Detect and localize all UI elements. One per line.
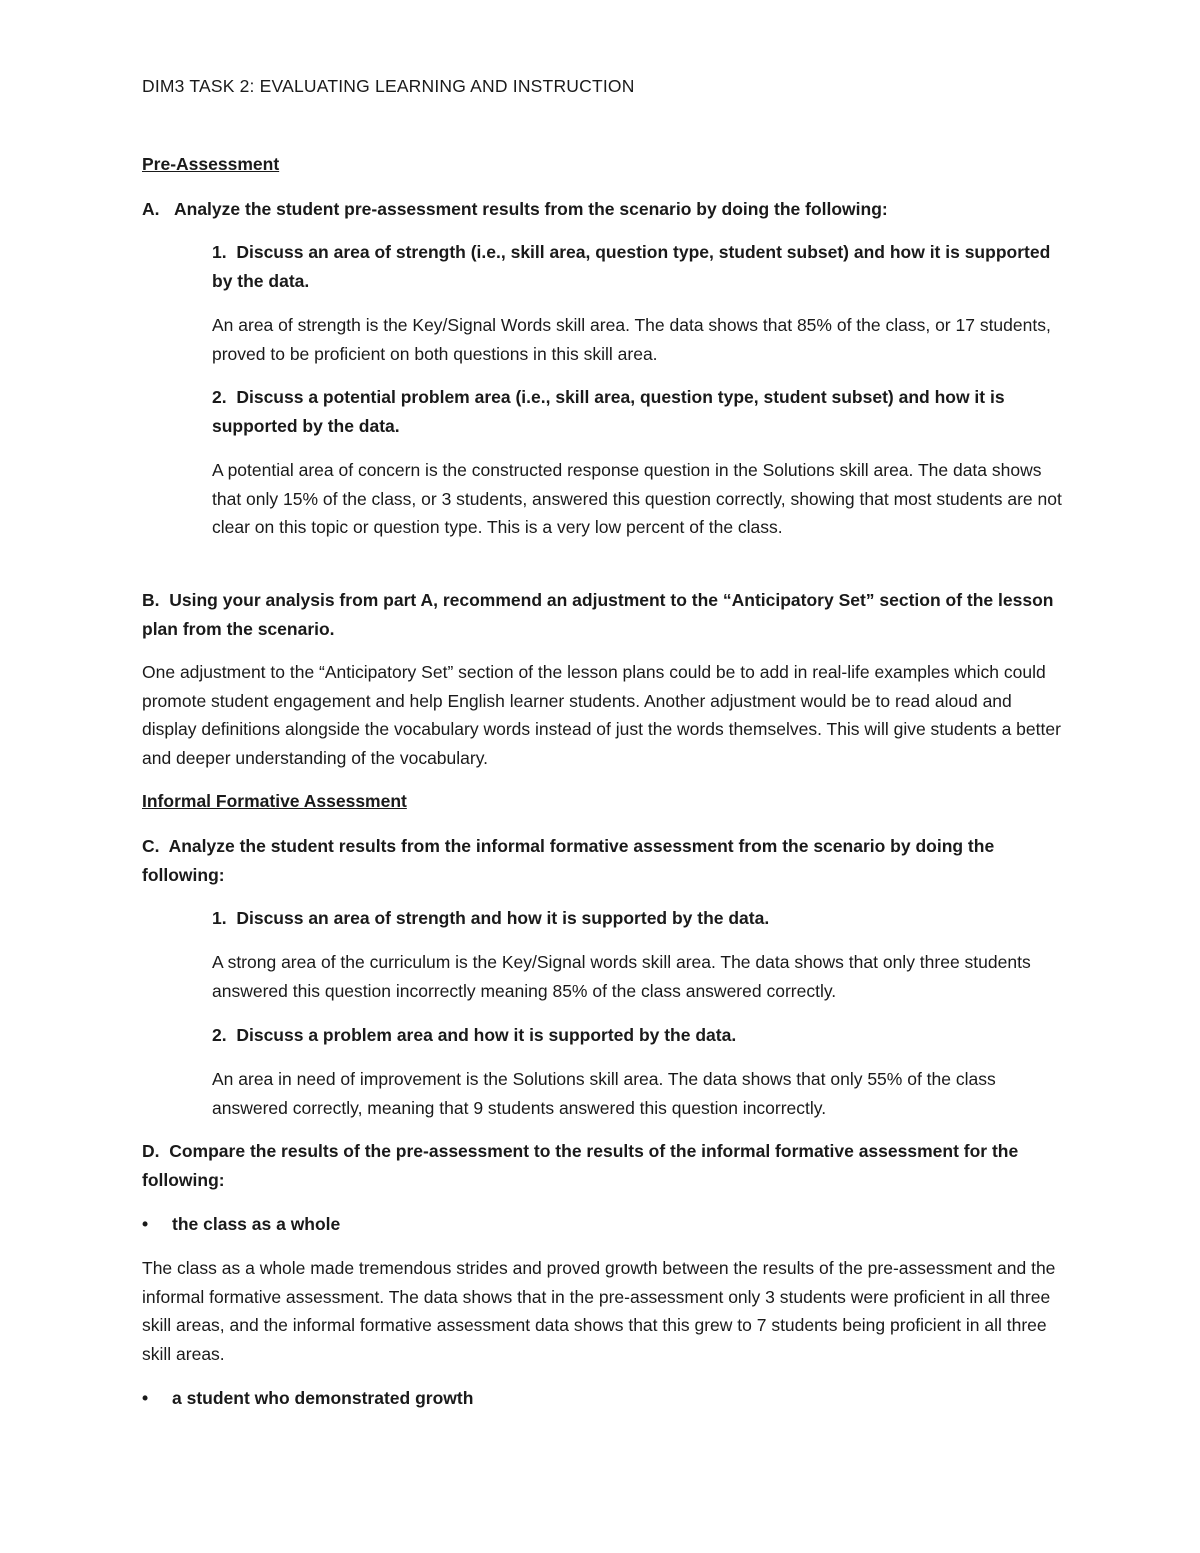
question-c2: [212, 1021, 1064, 1050]
question-b: [142, 586, 1064, 643]
question-c: [142, 832, 1064, 889]
question-d-label: D.: [142, 1141, 160, 1161]
bullet-class-as-whole: [142, 1210, 1042, 1239]
answer-b: One adjustment to the “Anticipatory Set” section of the lesson plans could be to add in real-life examples which could promote student engagement and help English learner students. Another adjustment would be to read aloud and display definitions alongside the vocabulary words instead of just the words themselves. This will give students a better and deeper understanding of the vocabulary.: [142, 662, 1061, 768]
bullet-icon: •: [142, 1214, 149, 1234]
bullet-student-growth-text: a student who demonstrated growth: [172, 1388, 474, 1408]
answer-a1: An area of strength is the Key/Signal Words skill area. The data shows that 85% of the class, or 17 students, proved to be proficient on both questions in this skill area.: [212, 315, 1051, 364]
answer-d1: The class as a whole made tremendous strides and proved growth between the results of the pre-assessment and the informal formative assessment. The data shows that in the pre-assessment only 3 students were proficient in all three skill areas, and the informal formative assessment data shows that this grew to 7 students being proficient in all three skill areas.: [142, 1258, 1056, 1364]
question-b-text: Using your analysis from part A, recommend an adjustment to the “Anticipatory Set” section of the lesson plan from the scenario.: [142, 590, 1054, 639]
document-header: DIM3 TASK 2: EVALUATING LEARNING AND INSTRUCTION: [142, 76, 635, 96]
answer-c1: A strong area of the curriculum is the Key/Signal words skill area. The data shows that only three students answered this question incorrectly meaning 85% of the class answered correctly.: [212, 952, 1031, 1001]
question-a1-label: 1.: [212, 242, 227, 262]
question-c1: [212, 904, 1064, 933]
question-a1-text: Discuss an area of strength (i.e., skill area, question type, student subset) and how it is supported by the data.: [212, 242, 1051, 291]
question-c2-text: Discuss a problem area and how it is supported by the data.: [236, 1025, 737, 1045]
answer-a2: A potential area of concern is the constructed response question in the Solutions skill area. The data shows that only 15% of the class, or 3 students, answered this question correctly, showing that most students are not clear on this topic or question type. This is a very low percent of the class.: [212, 460, 1062, 537]
section-heading-pre-assessment: Pre-Assessment: [142, 154, 280, 174]
question-a-label: A.: [142, 199, 160, 219]
question-d-text: Compare the results of the pre-assessment to the results of the informal formative assessment for the following:: [142, 1141, 1019, 1190]
question-b-label: B.: [142, 590, 160, 610]
bullet-student-growth: [142, 1384, 1042, 1413]
answer-c2: An area in need of improvement is the Solutions skill area. The data shows that only 55% of the class answered correctly, meaning that 9 students answered this question incorrectly.: [212, 1069, 996, 1118]
question-c-label: C.: [142, 836, 160, 856]
question-a2-label: 2.: [212, 387, 227, 407]
bullet-icon: •: [142, 1388, 149, 1408]
section-heading-informal-formative: Informal Formative Assessment: [142, 791, 407, 811]
question-a-text: Analyze the student pre-assessment results from the scenario by doing the following:: [174, 199, 888, 219]
question-a2: [212, 383, 1064, 440]
question-a2-text: Discuss a potential problem area (i.e., skill area, question type, student subset) and how it is supported by the data.: [212, 387, 1005, 436]
question-c2-label: 2.: [212, 1025, 227, 1045]
question-c1-label: 1.: [212, 908, 227, 928]
question-a: [142, 195, 1064, 224]
question-c1-text: Discuss an area of strength and how it is supported by the data.: [236, 908, 770, 928]
bullet-class-as-whole-text: the class as a whole: [172, 1214, 341, 1234]
question-d: [142, 1137, 1064, 1194]
question-c-text: Analyze the student results from the informal formative assessment from the scenario by doing the following:: [142, 836, 995, 885]
question-a1: [212, 238, 1064, 295]
